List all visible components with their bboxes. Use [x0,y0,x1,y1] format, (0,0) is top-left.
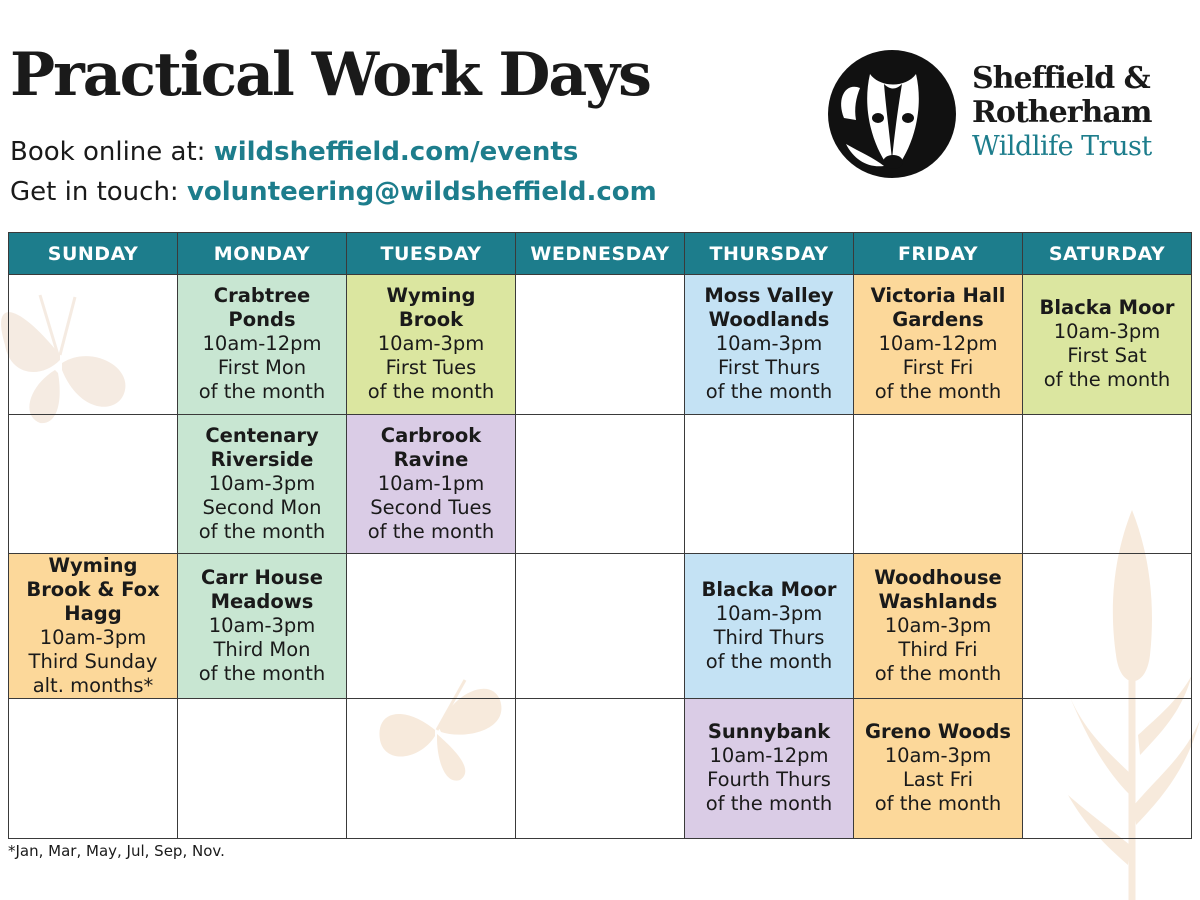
email-link[interactable]: volunteering@wildsheffield.com [186,177,657,207]
empty-cell [854,414,1023,554]
event-time: 10am-3pm [39,626,147,649]
day-header-tuesday: TUESDAY [347,233,516,275]
event-schedule: of the month [198,380,326,404]
event-name: Wyming Brook & Fox Hagg [26,554,160,625]
event-name: Crabtree Ponds [213,284,311,332]
event-cell [854,275,1023,415]
event-schedule: First Fri [902,356,974,380]
event-cell [1023,275,1192,415]
event-schedule: of the month [874,380,1002,404]
event-schedule: First Tues [385,356,477,380]
event-schedule: of the month [1043,368,1171,392]
trust-logo [826,48,1176,183]
event-name: Carbrook Ravine [380,423,482,471]
empty-cell [1023,699,1192,839]
book-label: Book online at: [10,137,206,167]
day-header-row [9,233,1192,275]
empty-cell [516,275,685,415]
book-line [10,137,578,167]
event-cell [685,275,854,415]
logo-line-3: Wildlife Trust [972,131,1152,162]
event-schedule: alt. months* [32,674,154,697]
event-cell [347,275,516,415]
event-cell [178,414,347,554]
empty-cell [685,414,854,554]
day-header-thursday: THURSDAY [685,233,854,275]
event-cell [178,554,347,699]
event-time: 10am-12pm [709,744,829,768]
event-schedule: Third Thurs [713,626,825,649]
footnote: *Jan, Mar, May, Jul, Sep, Nov. [8,842,225,860]
event-name: Victoria Hall Gardens [870,284,1006,332]
week-row [9,275,1192,415]
empty-cell [516,554,685,699]
day-header-monday: MONDAY [178,233,347,275]
contact-label: Get in touch: [10,177,179,207]
event-name: Greno Woods [864,720,1012,744]
event-schedule: of the month [198,662,326,685]
event-schedule: of the month [705,650,833,673]
event-schedule: Fourth Thurs [707,768,831,792]
badger-icon [826,48,958,180]
events-link[interactable]: wildsheffield.com/events [213,137,579,167]
empty-cell [9,699,178,839]
event-time: 10am-3pm [715,602,823,625]
event-name: Woodhouse Washlands [874,566,1002,613]
event-cell [9,554,178,699]
day-header-sunday: SUNDAY [9,233,178,275]
page-title: Practical Work Days [10,40,650,110]
empty-cell [347,554,516,699]
event-time: 10am-3pm [208,614,316,637]
event-name: Moss Valley Woodlands [704,284,834,332]
week-row [9,414,1192,554]
empty-cell [516,414,685,554]
day-header-saturday: SATURDAY [1023,233,1192,275]
event-cell [347,414,516,554]
event-name: Centenary Riverside [205,423,319,471]
event-schedule: Last Fri [902,768,974,792]
event-schedule: Third Mon [213,638,311,661]
empty-cell [1023,414,1192,554]
event-cell [854,699,1023,839]
event-schedule: of the month [705,792,833,816]
event-schedule: of the month [198,519,326,543]
empty-cell [9,275,178,415]
empty-cell [1023,554,1192,699]
event-time: 10am-12pm [202,332,322,356]
event-schedule: First Sat [1067,344,1147,368]
work-days-calendar [8,232,1192,839]
event-time: 10am-1pm [377,471,485,495]
empty-cell [9,414,178,554]
logo-line-1: Sheffield & [972,61,1150,96]
event-schedule: Second Mon [202,495,322,519]
event-cell [854,554,1023,699]
event-name: Blacka Moor [701,578,837,601]
event-name: Sunnybank [707,720,831,744]
empty-cell [178,699,347,839]
event-schedule: of the month [367,380,495,404]
event-schedule: First Thurs [717,356,821,380]
day-header-friday: FRIDAY [854,233,1023,275]
event-time: 10am-3pm [715,332,823,356]
event-schedule: of the month [874,792,1002,816]
day-header-wednesday: WEDNESDAY [516,233,685,275]
event-time: 10am-3pm [377,332,485,356]
event-time: 10am-3pm [884,744,992,768]
event-name: Blacka Moor [1039,296,1175,320]
event-cell [685,554,854,699]
empty-cell [516,699,685,839]
event-schedule: of the month [874,662,1002,685]
week-row [9,699,1192,839]
event-name: Carr House Meadows [201,566,323,613]
event-name: Wyming Brook [386,284,476,332]
event-time: 10am-12pm [878,332,998,356]
week-row [9,554,1192,699]
logo-wordmark [972,62,1152,164]
event-schedule: of the month [367,519,495,543]
contact-line [10,177,657,207]
event-cell [178,275,347,415]
event-schedule: of the month [705,380,833,404]
event-schedule: Second Tues [370,495,492,519]
event-schedule: First Mon [217,356,307,380]
logo-line-2: Rotherham [972,95,1152,130]
event-schedule: Third Sunday [28,650,158,673]
event-time: 10am-3pm [1053,320,1161,344]
empty-cell [347,699,516,839]
event-cell [685,699,854,839]
calendar-body [9,275,1192,839]
event-schedule: Third Fri [898,638,978,661]
event-time: 10am-3pm [208,471,316,495]
event-time: 10am-3pm [884,614,992,637]
